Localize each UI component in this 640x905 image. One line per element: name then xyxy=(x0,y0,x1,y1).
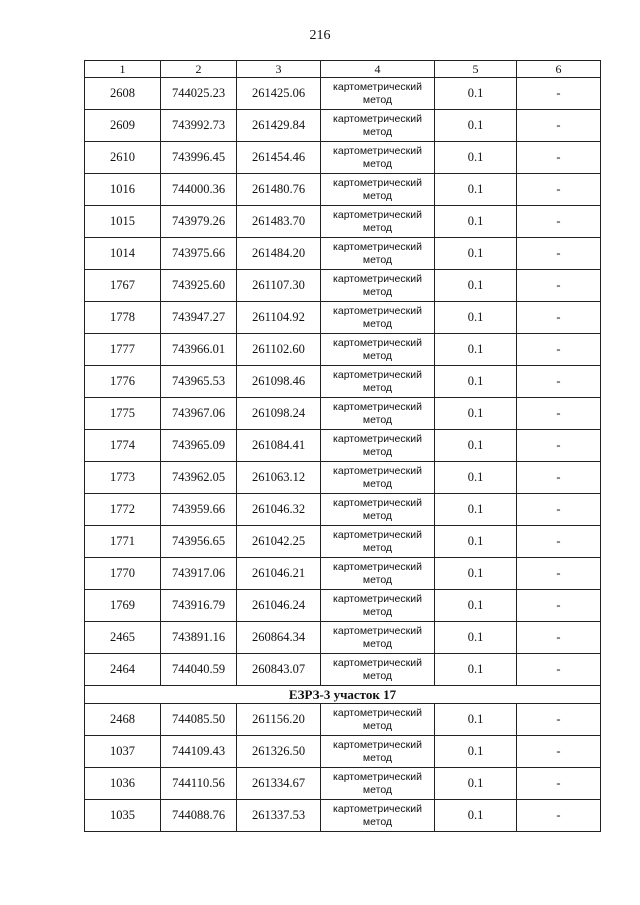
accuracy-cell: 0.1 xyxy=(435,430,517,462)
table-row xyxy=(85,800,601,832)
table-row xyxy=(85,366,601,398)
note-cell: - xyxy=(517,238,601,270)
table-row xyxy=(85,174,601,206)
y-coordinate-cell: 261098.46 xyxy=(237,366,321,398)
x-coordinate-cell: 743917.06 xyxy=(161,558,237,590)
method-line-2: метод xyxy=(362,751,393,764)
y-coordinate-cell: 261334.67 xyxy=(237,768,321,800)
point-number-cell: 2468 xyxy=(85,704,161,736)
point-number-cell: 2610 xyxy=(85,142,161,174)
section-row xyxy=(85,686,601,704)
method-cell xyxy=(321,768,435,800)
accuracy-cell: 0.1 xyxy=(435,654,517,686)
y-coordinate-cell: 261102.60 xyxy=(237,334,321,366)
x-coordinate-cell: 743891.16 xyxy=(161,622,237,654)
x-coordinate-cell: 743959.66 xyxy=(161,494,237,526)
accuracy-cell: 0.1 xyxy=(435,800,517,832)
method-line-1: картометрический xyxy=(333,208,422,221)
note-cell: - xyxy=(517,398,601,430)
x-coordinate-cell: 743996.45 xyxy=(161,142,237,174)
column-header-2: 2 xyxy=(161,61,237,78)
note-cell: - xyxy=(517,302,601,334)
accuracy-cell: 0.1 xyxy=(435,558,517,590)
point-number-cell: 1016 xyxy=(85,174,161,206)
method-line-1: картометрический xyxy=(333,336,422,349)
coordinates-table xyxy=(84,60,601,832)
method-line-1: картометрический xyxy=(333,176,422,189)
table-row xyxy=(85,334,601,366)
method-line-1: картометрический xyxy=(333,624,422,637)
point-number-cell: 1778 xyxy=(85,302,161,334)
method-line-2: метод xyxy=(362,719,393,732)
column-header-3: 3 xyxy=(237,61,321,78)
method-cell xyxy=(321,398,435,430)
method-cell xyxy=(321,206,435,238)
method-cell xyxy=(321,110,435,142)
method-line-1: картометрический xyxy=(333,240,422,253)
x-coordinate-cell: 744110.56 xyxy=(161,768,237,800)
note-cell: - xyxy=(517,110,601,142)
accuracy-cell: 0.1 xyxy=(435,110,517,142)
x-coordinate-cell: 743947.27 xyxy=(161,302,237,334)
note-cell: - xyxy=(517,174,601,206)
table-row xyxy=(85,704,601,736)
method-cell xyxy=(321,800,435,832)
accuracy-cell: 0.1 xyxy=(435,142,517,174)
point-number-cell: 2609 xyxy=(85,110,161,142)
point-number-cell: 1014 xyxy=(85,238,161,270)
note-cell: - xyxy=(517,462,601,494)
method-cell xyxy=(321,334,435,366)
page-number: 216 xyxy=(309,28,331,43)
method-cell xyxy=(321,622,435,654)
method-cell xyxy=(321,142,435,174)
method-cell xyxy=(321,302,435,334)
note-cell: - xyxy=(517,366,601,398)
method-line-1: картометрический xyxy=(333,738,422,751)
table-row xyxy=(85,654,601,686)
method-line-2: метод xyxy=(362,573,393,586)
accuracy-cell: 0.1 xyxy=(435,270,517,302)
note-cell: - xyxy=(517,270,601,302)
y-coordinate-cell: 261483.70 xyxy=(237,206,321,238)
method-line-2: метод xyxy=(362,815,393,828)
method-line-2: метод xyxy=(362,541,393,554)
method-line-2: метод xyxy=(362,125,393,138)
y-coordinate-cell: 261107.30 xyxy=(237,270,321,302)
accuracy-cell: 0.1 xyxy=(435,206,517,238)
table-row xyxy=(85,78,601,110)
note-cell: - xyxy=(517,622,601,654)
note-cell: - xyxy=(517,78,601,110)
x-coordinate-cell: 743956.65 xyxy=(161,526,237,558)
table-row xyxy=(85,110,601,142)
method-line-1: картометрический xyxy=(333,770,422,783)
table-row xyxy=(85,622,601,654)
method-line-2: метод xyxy=(362,509,393,522)
y-coordinate-cell: 261098.24 xyxy=(237,398,321,430)
method-line-1: картометрический xyxy=(333,706,422,719)
method-cell xyxy=(321,174,435,206)
table-row xyxy=(85,302,601,334)
method-cell xyxy=(321,526,435,558)
table-row xyxy=(85,238,601,270)
accuracy-cell: 0.1 xyxy=(435,526,517,558)
method-cell xyxy=(321,654,435,686)
table-row xyxy=(85,526,601,558)
y-coordinate-cell: 261337.53 xyxy=(237,800,321,832)
method-line-2: метод xyxy=(362,445,393,458)
method-line-1: картометрический xyxy=(333,80,422,93)
x-coordinate-cell: 743975.66 xyxy=(161,238,237,270)
method-cell xyxy=(321,270,435,302)
x-coordinate-cell: 744000.36 xyxy=(161,174,237,206)
point-number-cell: 1775 xyxy=(85,398,161,430)
note-cell: - xyxy=(517,206,601,238)
method-cell xyxy=(321,736,435,768)
column-header-5: 5 xyxy=(435,61,517,78)
method-line-1: картометрический xyxy=(333,432,422,445)
method-line-2: метод xyxy=(362,317,393,330)
method-line-1: картометрический xyxy=(333,496,422,509)
point-number-cell: 1769 xyxy=(85,590,161,622)
y-coordinate-cell: 261156.20 xyxy=(237,704,321,736)
method-line-2: метод xyxy=(362,93,393,106)
table-row xyxy=(85,736,601,768)
method-line-2: метод xyxy=(362,157,393,170)
x-coordinate-cell: 743965.09 xyxy=(161,430,237,462)
accuracy-cell: 0.1 xyxy=(435,704,517,736)
method-line-2: метод xyxy=(362,783,393,796)
note-cell: - xyxy=(517,590,601,622)
x-coordinate-cell: 744109.43 xyxy=(161,736,237,768)
point-number-cell: 1773 xyxy=(85,462,161,494)
accuracy-cell: 0.1 xyxy=(435,174,517,206)
x-coordinate-cell: 743979.26 xyxy=(161,206,237,238)
x-coordinate-cell: 743962.05 xyxy=(161,462,237,494)
table-row xyxy=(85,558,601,590)
method-line-1: картометрический xyxy=(333,400,422,413)
y-coordinate-cell: 261480.76 xyxy=(237,174,321,206)
point-number-cell: 1777 xyxy=(85,334,161,366)
note-cell: - xyxy=(517,142,601,174)
y-coordinate-cell: 261046.21 xyxy=(237,558,321,590)
point-number-cell: 1774 xyxy=(85,430,161,462)
method-cell xyxy=(321,590,435,622)
x-coordinate-cell: 744040.59 xyxy=(161,654,237,686)
point-number-cell: 1771 xyxy=(85,526,161,558)
method-line-2: метод xyxy=(362,285,393,298)
note-cell: - xyxy=(517,800,601,832)
table-row xyxy=(85,768,601,800)
method-line-1: картометрический xyxy=(333,368,422,381)
point-number-cell: 1015 xyxy=(85,206,161,238)
table-row xyxy=(85,590,601,622)
y-coordinate-cell: 260864.34 xyxy=(237,622,321,654)
point-number-cell: 1770 xyxy=(85,558,161,590)
y-coordinate-cell: 261429.84 xyxy=(237,110,321,142)
y-coordinate-cell: 261484.20 xyxy=(237,238,321,270)
point-number-cell: 1035 xyxy=(85,800,161,832)
table-header-row xyxy=(85,61,601,78)
accuracy-cell: 0.1 xyxy=(435,238,517,270)
method-line-1: картометрический xyxy=(333,464,422,477)
accuracy-cell: 0.1 xyxy=(435,366,517,398)
method-line-2: метод xyxy=(362,477,393,490)
x-coordinate-cell: 743967.06 xyxy=(161,398,237,430)
point-number-cell: 1036 xyxy=(85,768,161,800)
accuracy-cell: 0.1 xyxy=(435,462,517,494)
accuracy-cell: 0.1 xyxy=(435,736,517,768)
table-row xyxy=(85,494,601,526)
y-coordinate-cell: 261084.41 xyxy=(237,430,321,462)
table-row xyxy=(85,142,601,174)
method-line-1: картометрический xyxy=(333,528,422,541)
accuracy-cell: 0.1 xyxy=(435,494,517,526)
method-line-2: метод xyxy=(362,221,393,234)
method-cell xyxy=(321,558,435,590)
accuracy-cell: 0.1 xyxy=(435,78,517,110)
x-coordinate-cell: 744025.23 xyxy=(161,78,237,110)
y-coordinate-cell: 261454.46 xyxy=(237,142,321,174)
method-line-2: метод xyxy=(362,413,393,426)
point-number-cell: 2464 xyxy=(85,654,161,686)
accuracy-cell: 0.1 xyxy=(435,768,517,800)
x-coordinate-cell: 743966.01 xyxy=(161,334,237,366)
y-coordinate-cell: 261326.50 xyxy=(237,736,321,768)
accuracy-cell: 0.1 xyxy=(435,622,517,654)
table-row xyxy=(85,206,601,238)
method-cell xyxy=(321,704,435,736)
method-cell xyxy=(321,462,435,494)
x-coordinate-cell: 744085.50 xyxy=(161,704,237,736)
method-cell xyxy=(321,494,435,526)
y-coordinate-cell: 261425.06 xyxy=(237,78,321,110)
column-header-4: 4 xyxy=(321,61,435,78)
method-line-2: метод xyxy=(362,605,393,618)
method-line-2: метод xyxy=(362,349,393,362)
note-cell: - xyxy=(517,334,601,366)
y-coordinate-cell: 260843.07 xyxy=(237,654,321,686)
method-line-1: картометрический xyxy=(333,656,422,669)
y-coordinate-cell: 261063.12 xyxy=(237,462,321,494)
point-number-cell: 2465 xyxy=(85,622,161,654)
note-cell: - xyxy=(517,736,601,768)
method-line-1: картометрический xyxy=(333,592,422,605)
method-line-1: картометрический xyxy=(333,560,422,573)
method-line-1: картометрический xyxy=(333,802,422,815)
method-line-1: картометрический xyxy=(333,112,422,125)
method-cell xyxy=(321,78,435,110)
point-number-cell: 2608 xyxy=(85,78,161,110)
method-line-2: метод xyxy=(362,189,393,202)
y-coordinate-cell: 261042.25 xyxy=(237,526,321,558)
accuracy-cell: 0.1 xyxy=(435,302,517,334)
method-line-2: метод xyxy=(362,669,393,682)
x-coordinate-cell: 743916.79 xyxy=(161,590,237,622)
x-coordinate-cell: 743965.53 xyxy=(161,366,237,398)
method-line-1: картометрический xyxy=(333,304,422,317)
accuracy-cell: 0.1 xyxy=(435,334,517,366)
note-cell: - xyxy=(517,558,601,590)
column-header-1: 1 xyxy=(85,61,161,78)
accuracy-cell: 0.1 xyxy=(435,590,517,622)
table-row xyxy=(85,462,601,494)
note-cell: - xyxy=(517,654,601,686)
y-coordinate-cell: 261046.32 xyxy=(237,494,321,526)
method-line-1: картометрический xyxy=(333,272,422,285)
x-coordinate-cell: 743925.60 xyxy=(161,270,237,302)
point-number-cell: 1037 xyxy=(85,736,161,768)
note-cell: - xyxy=(517,768,601,800)
note-cell: - xyxy=(517,494,601,526)
point-number-cell: 1767 xyxy=(85,270,161,302)
method-cell xyxy=(321,238,435,270)
x-coordinate-cell: 744088.76 xyxy=(161,800,237,832)
note-cell: - xyxy=(517,704,601,736)
accuracy-cell: 0.1 xyxy=(435,398,517,430)
note-cell: - xyxy=(517,430,601,462)
y-coordinate-cell: 261104.92 xyxy=(237,302,321,334)
x-coordinate-cell: 743992.73 xyxy=(161,110,237,142)
section-title: ЕЗРЗ-3 участок 17 xyxy=(85,686,601,704)
method-line-1: картометрический xyxy=(333,144,422,157)
method-cell xyxy=(321,366,435,398)
column-header-6: 6 xyxy=(517,61,601,78)
table-row xyxy=(85,430,601,462)
point-number-cell: 1772 xyxy=(85,494,161,526)
point-number-cell: 1776 xyxy=(85,366,161,398)
method-cell xyxy=(321,430,435,462)
table-row xyxy=(85,398,601,430)
method-line-2: метод xyxy=(362,253,393,266)
note-cell: - xyxy=(517,526,601,558)
table-row xyxy=(85,270,601,302)
method-line-2: метод xyxy=(362,381,393,394)
y-coordinate-cell: 261046.24 xyxy=(237,590,321,622)
method-line-2: метод xyxy=(362,637,393,650)
